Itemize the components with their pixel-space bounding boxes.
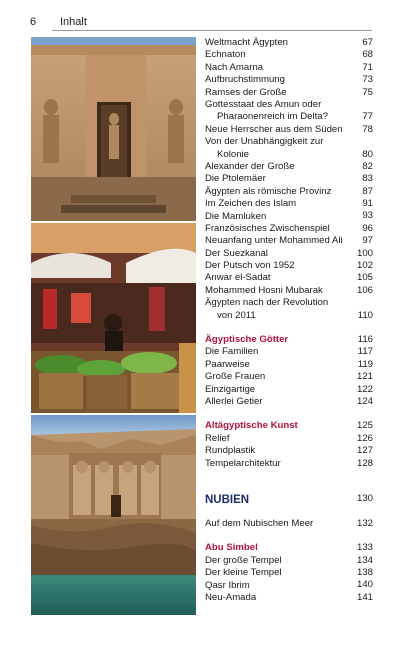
toc-chapter-heading[interactable]: NUBIEN 130 [205,492,373,506]
toc-entry[interactable]: Große Frauen 121 [205,371,373,383]
toc-entry[interactable]: Der Putsch von 1952 102 [205,260,373,272]
toc-entry[interactable]: Rundplastik 127 [205,445,373,457]
toc-entry[interactable]: Ramses der Große 75 [205,86,373,98]
toc-entry[interactable]: Neue Herrscher aus dem Süden 78 [205,123,373,135]
toc-entry[interactable]: Die Ptolemäer 83 [205,173,373,185]
toc-entry[interactable]: Gottesstaat des Amun oder Pharaonenreich im Delta? 77 [205,98,373,123]
toc-entry[interactable]: Weltmacht Ägypten 67 [205,36,373,48]
temple-relief-photo [31,37,196,221]
toc-entry[interactable]: Anwar el-Sadat 105 [205,272,373,284]
toc-entry[interactable]: Relief 126 [205,432,373,444]
toc-entry[interactable]: Auf dem Nubischen Meer 132 [205,517,373,529]
toc-section-heading[interactable]: Ägyptische Götter 116 [205,334,373,346]
photo-column [31,37,196,615]
toc-entry[interactable]: Allerlei Getier 124 [205,395,373,407]
page-header [30,14,372,31]
toc-entry[interactable]: Die Mamluken 93 [205,210,373,222]
table-of-contents [205,37,373,604]
toc-entry[interactable]: Ägypten als römische Provinz 87 [205,185,373,197]
toc-section-heading[interactable]: Abu Simbel 133 [205,542,373,554]
toc-entry[interactable]: Im Zeichen des Islam 91 [205,198,373,210]
toc-entry[interactable]: Nach Amarna 71 [205,61,373,73]
toc-entry[interactable]: Die Familien 117 [205,346,373,358]
market-stall-photo [31,223,196,413]
page-title: Inhalt [60,16,87,28]
toc-entry[interactable]: Französisches Zwischenspiel 96 [205,222,373,234]
toc-entry[interactable]: Einzigartige 122 [205,383,373,395]
toc-entry[interactable]: Aufbruchstimmung 73 [205,74,373,86]
toc-section-heading[interactable]: Altägyptische Kunst 125 [205,420,373,432]
toc-entry[interactable]: Der große Tempel 134 [205,554,373,566]
toc-entry[interactable]: Qasr Ibrim 140 [205,579,373,591]
toc-entry[interactable]: Tempelarchitektur 128 [205,457,373,469]
toc-entry[interactable]: Neu-Amada 141 [205,591,373,603]
toc-entry[interactable]: Von der Unabhängigkeit zur Kolonie 80 [205,136,373,160]
toc-entry[interactable]: Der Suezkanal 100 [205,247,373,259]
toc-entry[interactable]: Ägypten nach der Revolution von 2011 110 [205,297,373,321]
abu-simbel-photo [31,415,196,615]
toc-entry[interactable]: Echnaton 68 [205,49,373,61]
toc-entry[interactable]: Mohammed Hosni Mubarak 106 [205,284,373,296]
toc-entry[interactable]: Alexander der Große 82 [205,160,373,172]
toc-entry[interactable]: Der kleine Tempel 138 [205,567,373,579]
page-number: 6 [30,16,37,28]
header-rule [52,30,372,31]
toc-entry[interactable]: Paarweise 119 [205,358,373,370]
toc-entry[interactable]: Neuanfang unter Mohammed Ali 97 [205,235,373,247]
